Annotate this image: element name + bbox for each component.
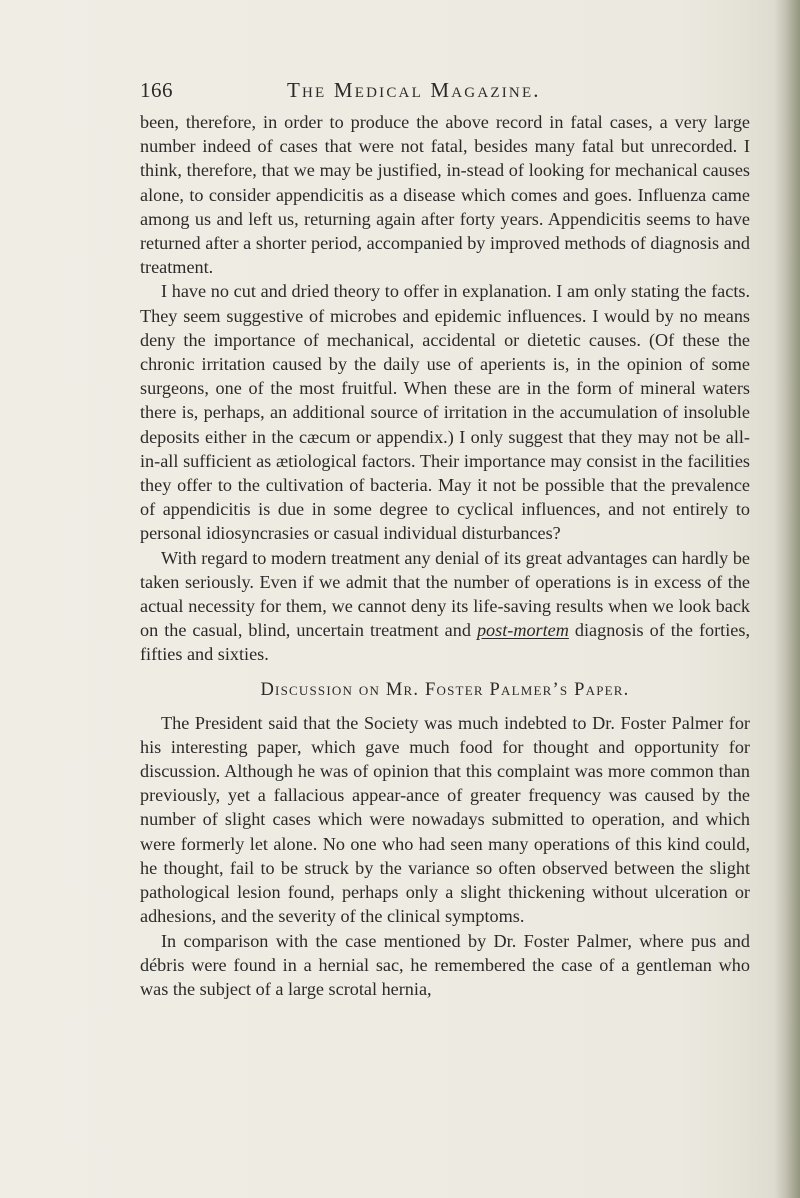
- page-number: 166: [140, 78, 173, 102]
- paragraph-president: The President said that the Society was much indebted to Dr. Foster Palmer for his interesting paper, which gave much food for thought and opportunity for discussion. Although he was of opinion that this complaint was more common than previously, yet a fallacious appear-ance of greater frequency was caused by the number of slight cases which were nowadays submitted to operation, and which were formerly let alone. No one who had seen many operations of this kind could, he thought, fail to be struck by the variance so often observed between the slight pathological lesion found, perhaps only a slight thickening without ulceration or adhesions, and the severity of the clinical symptoms.: [140, 712, 750, 927]
- paragraph-modern-treatment: [140, 546, 750, 667]
- paragraph-theory: I have no cut and dried theory to offer in explanation. I am only stating the facts. They seem suggestive of microbes and epidemic influences. I would by no means deny the importance of mechanical, accidental or dietetic causes. (Of these the chronic irritation caused by the daily use of aperients is, in the opinion of some surgeons, one of the most fruitful. When these are in the form of mineral waters there is, perhaps, an additional source of irritation in the accumulation of insoluble deposits either in the cæcum or appendix.) I only suggest that they may not be all-in-all sufficient as ætiological factors. Their importance may consist in the facilities they offer to the cultivation of bacteria. May it not be possible that the prevalence of appendicitis is due in some degree to cyclical influences, and not entirely to personal idiosyncrasies or casual individual disturbances?: [140, 281, 750, 544]
- section-heading: Discussion on Mr. Foster Palmer’s Paper.: [260, 679, 630, 700]
- paragraph-modern-treatment-end: diagnosis of the forties, fifties and sixties.: [140, 620, 750, 665]
- post-mortem-emphasis: post-mortem: [476, 620, 569, 641]
- paragraph-comparison: In comparison with the case mentioned by Dr. Foster Palmer, where pus and débris were found in a hernial sac, he remembered the case of a gentleman who was the subject of a large scrotal hernia,: [140, 930, 750, 999]
- article-body: [140, 110, 750, 1001]
- paragraph-continued: been, therefore, in order to produce the above record in fatal cases, a very large number indeed of cases that were not fatal, besides many fatal but unrecorded. I think, therefore, that we may be justified, in-stead of looking for mechanical causes alone, to consider appendicitis as a disease which comes and goes. Influenza came among us and left us, returning again after forty years. Appendicitis seems to have returned after a shorter period, accompanied by improved methods of diagnosis and treatment.: [140, 112, 750, 278]
- page-edge-shadow: [774, 0, 800, 1198]
- paragraph-modern-treatment-text: With regard to modern treatment any denial of its great advantages can hardly be taken seriously. Even if we admit that the number of operations is in excess of the actual necessity for them, we cannot deny its life-saving results when we look back on the casual, blind, uncertain treatment and: [140, 547, 750, 641]
- journal-title: The Medical Magazine.: [287, 78, 541, 102]
- running-head: [140, 78, 750, 108]
